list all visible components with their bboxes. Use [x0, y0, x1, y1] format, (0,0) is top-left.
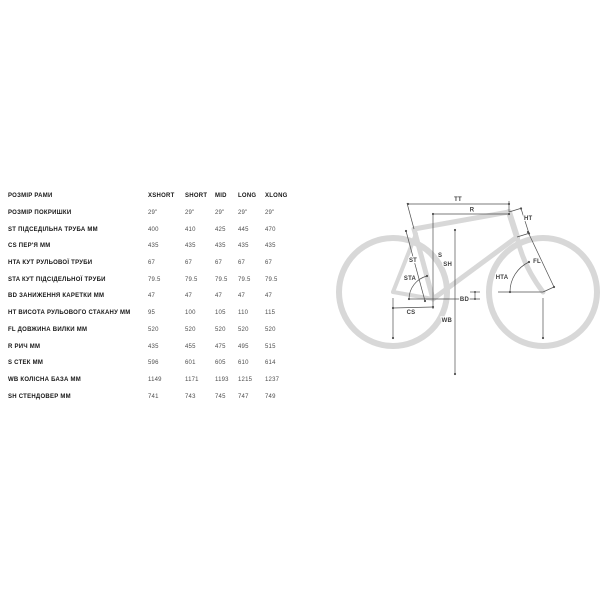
row-value: 435 — [215, 243, 226, 250]
row-value: 29" — [215, 210, 225, 217]
top-tube — [414, 212, 509, 229]
geometry-table — [8, 188, 318, 405]
column-header-xshort: XSHORT — [148, 193, 175, 200]
row-value: 520 — [148, 326, 159, 333]
row-value: 47 — [148, 293, 156, 300]
row-value: 67 — [185, 260, 193, 267]
table-row — [8, 271, 318, 288]
row-value: 1193 — [215, 376, 229, 383]
row-value: 29" — [238, 210, 248, 217]
column-header-short: SHORT — [185, 193, 208, 200]
dim-label-wb: WB — [441, 318, 452, 324]
table-row — [8, 322, 318, 339]
dim-label-s: S — [438, 253, 443, 259]
row-value: 743 — [185, 393, 196, 400]
row-value: 79.5 — [265, 276, 278, 283]
row-value: 67 — [148, 260, 156, 267]
row-value: 520 — [185, 326, 196, 333]
row-value: 47 — [215, 293, 223, 300]
row-value: 1149 — [148, 376, 162, 383]
row-value: 435 — [238, 243, 249, 250]
row-value: 29" — [265, 210, 275, 217]
table-row — [8, 238, 318, 255]
dim-label-fl: FL — [533, 259, 541, 265]
row-value: 67 — [238, 260, 246, 267]
row-value: 515 — [265, 343, 276, 350]
cs-dimension-line — [393, 307, 433, 308]
row-value: 741 — [148, 393, 159, 400]
row-value: 425 — [215, 226, 226, 233]
fl-extension-bottom — [543, 287, 554, 292]
row-value: 749 — [265, 393, 276, 400]
table-row — [8, 255, 318, 272]
seatpost-extension-line — [407, 203, 414, 229]
row-value: 435 — [148, 343, 159, 350]
chain-stay — [393, 292, 433, 299]
row-value: 47 — [238, 293, 246, 300]
dim-label-tt: TT — [454, 197, 462, 203]
table-row — [8, 388, 318, 405]
row-value: 115 — [265, 310, 276, 317]
row-value: 95 — [148, 310, 156, 317]
row-value: 79.5 — [215, 276, 228, 283]
row-label: FL ДОВЖИНА ВИЛКИ ММ — [8, 326, 88, 333]
row-value: 475 — [215, 343, 226, 350]
row-label: STA КУТ ПІДСІДЕЛЬНОЇ ТРУБИ — [8, 276, 106, 283]
row-value: 1237 — [265, 376, 280, 383]
row-label: HTA КУТ РУЛЬОВОЇ ТРУБИ — [8, 260, 93, 267]
table-row — [8, 372, 318, 389]
row-value: 47 — [265, 293, 273, 300]
row-value: 520 — [215, 326, 226, 333]
row-value: 520 — [265, 326, 276, 333]
table-row — [8, 355, 318, 372]
row-value: 747 — [238, 393, 249, 400]
row-value: 614 — [265, 360, 276, 367]
row-value: 1171 — [185, 376, 199, 383]
down-tube — [433, 237, 517, 299]
row-value: 105 — [215, 310, 226, 317]
row-label: HT ВИСОТА РУЛЬОВОГО СТАКАНУ ММ — [8, 310, 131, 317]
table-row — [8, 221, 318, 238]
column-header-mid: MID — [215, 193, 227, 200]
dim-label-cs: CS — [406, 310, 416, 316]
row-label: SH СТЕНДОВЕР ММ — [8, 393, 71, 400]
dim-label-ht: HT — [524, 216, 533, 222]
row-value: 29" — [185, 210, 195, 217]
row-value: 435 — [148, 243, 159, 250]
row-label: BD ЗАНИЖЕННЯ КАРЕТКИ ММ — [8, 293, 105, 300]
row-value: 495 — [238, 343, 249, 350]
row-value: 400 — [148, 226, 159, 233]
table-header-label: РОЗМІР РАМИ — [8, 193, 53, 200]
row-value: 79.5 — [148, 276, 161, 283]
bike-geometry-diagram — [330, 180, 600, 380]
row-value: 1215 — [238, 376, 253, 383]
row-value: 445 — [238, 226, 249, 233]
table-row — [8, 205, 318, 222]
row-label: ST ПІДСЕДІЛЬНА ТРУБА ММ — [8, 226, 98, 233]
dim-label-hta: HTA — [495, 275, 509, 281]
column-header-xlong: XLONG — [265, 193, 288, 200]
table-row — [8, 288, 318, 305]
row-value: 47 — [185, 293, 193, 300]
row-value: 745 — [215, 393, 226, 400]
row-value: 435 — [265, 243, 276, 250]
row-value: 520 — [238, 326, 249, 333]
row-value: 29" — [148, 210, 158, 217]
row-value: 110 — [238, 310, 249, 317]
row-label: WB КОЛІСНА БАЗА ММ — [8, 376, 82, 383]
row-value: 410 — [185, 226, 196, 233]
dim-label-sta: STA — [403, 276, 417, 282]
row-value: 470 — [265, 226, 276, 233]
column-header-long: LONG — [238, 193, 257, 200]
row-value: 67 — [265, 260, 273, 267]
table-row — [8, 305, 318, 322]
dim-label-st: ST — [408, 258, 418, 264]
row-value: 596 — [148, 360, 159, 367]
row-label: CS ПЕР'Я ММ — [8, 243, 51, 250]
table-row — [8, 338, 318, 355]
row-value: 100 — [185, 310, 196, 317]
row-value: 79.5 — [238, 276, 251, 283]
dim-label-r: R — [469, 207, 475, 214]
bike-frame — [393, 212, 543, 299]
row-label: РОЗМІР ПОКРИШКИ — [8, 210, 72, 217]
row-value: 605 — [215, 360, 226, 367]
row-value: 79.5 — [185, 276, 198, 283]
row-value: 455 — [185, 343, 196, 350]
dim-label-bd: BD — [459, 297, 469, 303]
row-value: 435 — [185, 243, 196, 250]
table-header-row — [8, 188, 318, 205]
dim-label-sh: SH — [443, 262, 452, 268]
row-value: 67 — [215, 260, 223, 267]
row-value: 601 — [185, 360, 196, 367]
row-value: 610 — [238, 360, 249, 367]
seat-tube — [414, 229, 433, 299]
row-label: S СТЕК ММ — [8, 360, 44, 367]
table-body — [8, 205, 318, 405]
head-tube — [509, 212, 517, 237]
row-label: R РИЧ ММ — [8, 343, 41, 350]
